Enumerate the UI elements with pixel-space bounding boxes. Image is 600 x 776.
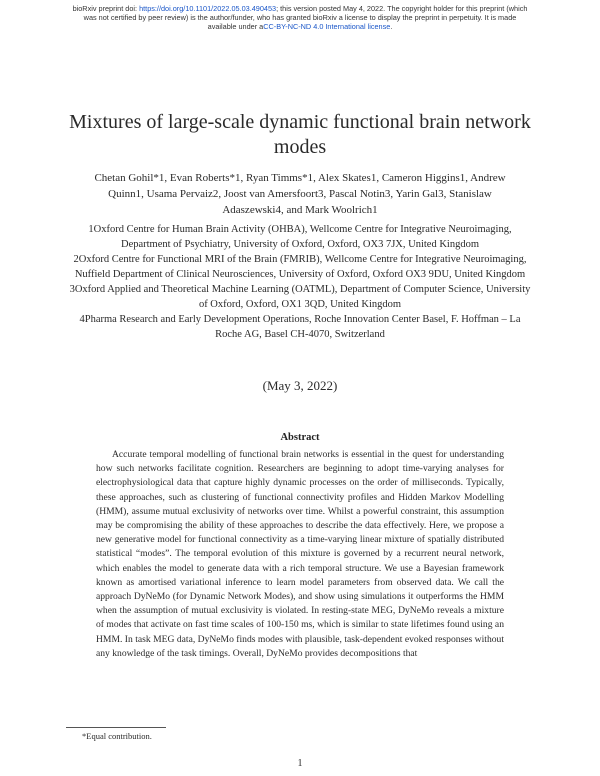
banner-line-1: bioRxiv preprint doi: https://doi.org/10.1101/2022.05.03.490453; this version posted May 4, 2022. The copyright holder for this preprint (which [72, 4, 528, 13]
preprint-banner [0, 4, 600, 31]
affiliation-3: 3Oxford Applied and Theoretical Machine Learning (OATML), Department of Computer Science, University of Oxford, Oxford, OX1 3QD, United Kingdom [69, 284, 531, 310]
paper-title: Mixtures of large-scale dynamic functional brain network modes [69, 111, 531, 158]
affiliations [66, 222, 534, 342]
affiliation-4: 4Pharma Research and Early Development Operations, Roche Innovation Center Basel, F. Hoffman – La Roche AG, Basel CH-4070, Switzerland [79, 314, 521, 340]
license-link[interactable]: CC-BY-NC-ND 4.0 International license [263, 22, 391, 31]
footnote: *Equal contribution. [82, 731, 152, 741]
affiliation-1: 1Oxford Centre for Human Brain Activity (OHBA), Wellcome Centre for Integrative Neuroimaging, Department of Psychiatry, University of Oxford, Oxford, OX3 7JX, United Kingdom [88, 224, 512, 250]
affiliation-2: 2Oxford Centre for Functional MRI of the Brain (FMRIB), Wellcome Centre for Integrative Neuroimaging, Nuffield Department of Clinical Neurosciences, University of Oxford, Oxford OX3 9DU, United Kingdom [73, 254, 527, 280]
author-list: Chetan Gohil*1, Evan Roberts*1, Ryan Timms*1, Alex Skates1, Cameron Higgins1, Andrew Quinn1, Usama Pervaiz2, Joost van Amersfoort3, Pascal Notin3, Yarin Gal3, Stanislaw Adaszewski4, and Mark Woolrich1 [94, 172, 506, 216]
abstract-body: Accurate temporal modelling of functional brain networks is essential in the quest for understanding how such networks facilitate cognition. Researchers are beginning to adopt time-varying analyses for electrophysiological data that capture highly dynamic processes on the order of milliseconds. Typically, these approaches, such as clustering of functional connectivity profiles and Hidden Markov Modelling (HMM), assume mutual exclusivity of networks over time. Whilst a powerful constraint, this assumption may be compromising the ability of these approaches to describe the data effectively. Here, we propose a new generative model for functional connectivity as a time-varying linear mixture of spatially distributed statistical “modes”. The temporal evolution of this mixture is governed by a recurrent neural network, which enables the model to generate data with a rich temporal structure. We use a Bayesian framework known as amortised variational inference to learn model parameters from observed data. We call the approach DyNeMo (for Dynamic Network Modes), and show using simulations it outperforms the HMM when the assumption of mutual exclusivity is violated. In resting-state MEG, DyNeMo reveals a mixture of modes that activate on fast time scales of 100-150 ms, which is similar to state lifetimes found using an HMM. In task MEG data, DyNeMo finds modes with plausible, task-dependent evoked responses without any knowledge of the task timings. Overall, DyNeMo provides decompositions that [96, 449, 504, 659]
abstract-heading: Abstract [280, 432, 320, 443]
footnote-rule [66, 727, 166, 728]
banner-line-2: was not certified by peer review) is the author/funder, who has granted bioRxiv a license to display the preprint in perpetuity. It is made [83, 13, 517, 22]
publication-date: (May 3, 2022) [262, 378, 338, 393]
doi-link[interactable]: https://doi.org/10.1101/2022.05.03.490453 [139, 4, 277, 13]
page-number: 1 [297, 758, 303, 769]
banner-line-3: available under aCC-BY-NC-ND 4.0 International license. [207, 22, 393, 31]
